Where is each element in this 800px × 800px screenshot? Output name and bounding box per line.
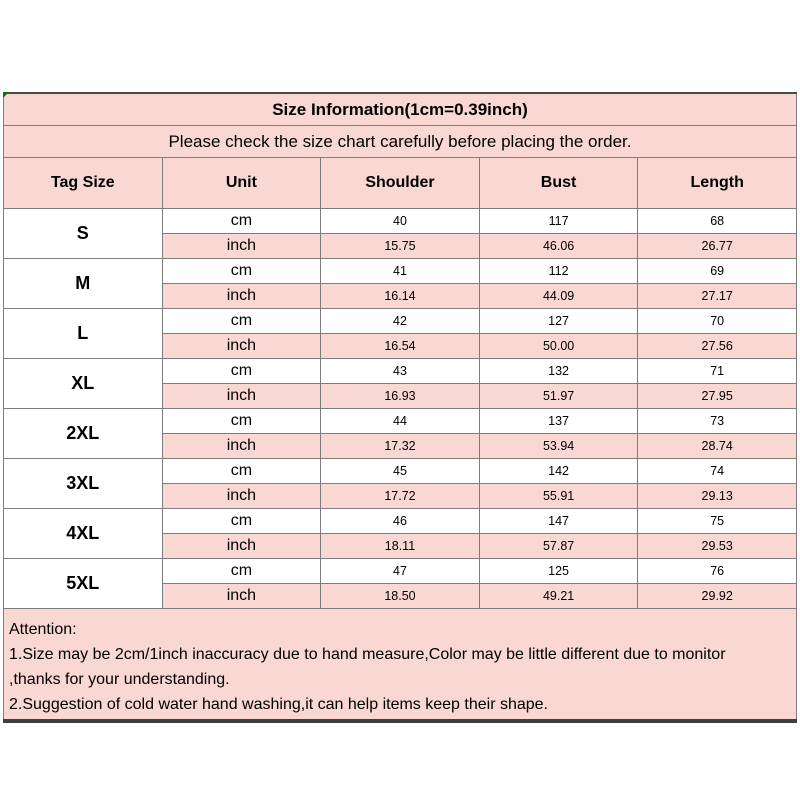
value-cell: 16.14 <box>321 284 480 309</box>
attention-line: ,thanks for your understanding. <box>9 671 230 688</box>
value-cell: 112 <box>479 259 638 284</box>
unit-cell: inch <box>162 384 321 409</box>
unit-cell: inch <box>162 484 321 509</box>
value-cell: 51.97 <box>479 384 638 409</box>
value-cell: 47 <box>321 559 480 584</box>
size-tag-cell: S <box>4 209 163 259</box>
unit-cell: cm <box>162 559 321 584</box>
size-tag-cell: L <box>4 309 163 359</box>
value-cell: 28.74 <box>638 434 797 459</box>
size-row-cm <box>4 259 797 284</box>
value-cell: 27.17 <box>638 284 797 309</box>
attention-line: 1.Size may be 2cm/1inch inaccuracy due to hand measure,Color may be little different due to monitor <box>9 646 726 663</box>
size-row-cm <box>4 409 797 434</box>
value-cell: 17.72 <box>321 484 480 509</box>
table-footer-section <box>4 609 797 722</box>
value-cell: 27.56 <box>638 334 797 359</box>
value-cell: 40 <box>321 209 480 234</box>
unit-cell: cm <box>162 309 321 334</box>
unit-cell: cm <box>162 409 321 434</box>
value-cell: 18.50 <box>321 584 480 609</box>
value-cell: 147 <box>479 509 638 534</box>
size-tag-cell: 5XL <box>4 559 163 609</box>
value-cell: 74 <box>638 459 797 484</box>
table-title: Size Information(1cm=0.39inch) <box>4 93 797 126</box>
column-header-tag-size: Tag Size <box>4 158 163 209</box>
value-cell: 41 <box>321 259 480 284</box>
value-cell: 42 <box>321 309 480 334</box>
value-cell: 16.93 <box>321 384 480 409</box>
value-cell: 50.00 <box>479 334 638 359</box>
attention-block <box>4 609 797 722</box>
unit-cell: inch <box>162 284 321 309</box>
size-row-cm <box>4 359 797 384</box>
value-cell: 26.77 <box>638 234 797 259</box>
column-header-bust: Bust <box>479 158 638 209</box>
value-cell: 55.91 <box>479 484 638 509</box>
value-cell: 29.13 <box>638 484 797 509</box>
attention-row <box>4 609 797 722</box>
value-cell: 137 <box>479 409 638 434</box>
value-cell: 73 <box>638 409 797 434</box>
table-body-section <box>4 209 797 609</box>
size-chart-table <box>3 92 797 723</box>
value-cell: 49.21 <box>479 584 638 609</box>
unit-cell: inch <box>162 534 321 559</box>
size-row-cm <box>4 559 797 584</box>
unit-cell: cm <box>162 459 321 484</box>
unit-cell: cm <box>162 359 321 384</box>
size-tag-cell: 4XL <box>4 509 163 559</box>
size-tag-cell: XL <box>4 359 163 409</box>
green-corner-mark <box>3 92 9 98</box>
size-tag-cell: 2XL <box>4 409 163 459</box>
size-row-cm <box>4 209 797 234</box>
value-cell: 117 <box>479 209 638 234</box>
size-row-cm <box>4 509 797 534</box>
table-subtitle: Please check the size chart carefully before placing the order. <box>4 126 797 158</box>
value-cell: 46.06 <box>479 234 638 259</box>
value-cell: 29.53 <box>638 534 797 559</box>
attention-line: 2.Suggestion of cold water hand washing,it can help items keep their shape. <box>9 696 548 713</box>
value-cell: 29.92 <box>638 584 797 609</box>
value-cell: 142 <box>479 459 638 484</box>
size-tag-cell: 3XL <box>4 459 163 509</box>
size-tag-cell: M <box>4 259 163 309</box>
value-cell: 57.87 <box>479 534 638 559</box>
value-cell: 68 <box>638 209 797 234</box>
value-cell: 27.95 <box>638 384 797 409</box>
unit-cell: inch <box>162 234 321 259</box>
value-cell: 45 <box>321 459 480 484</box>
unit-cell: inch <box>162 434 321 459</box>
subtitle-row <box>4 126 797 158</box>
value-cell: 125 <box>479 559 638 584</box>
value-cell: 76 <box>638 559 797 584</box>
value-cell: 46 <box>321 509 480 534</box>
value-cell: 71 <box>638 359 797 384</box>
unit-cell: inch <box>162 584 321 609</box>
value-cell: 53.94 <box>479 434 638 459</box>
size-row-cm <box>4 459 797 484</box>
title-row <box>4 93 797 126</box>
unit-cell: inch <box>162 334 321 359</box>
unit-cell: cm <box>162 509 321 534</box>
value-cell: 15.75 <box>321 234 480 259</box>
column-header-row <box>4 158 797 209</box>
size-row-cm <box>4 309 797 334</box>
value-cell: 44 <box>321 409 480 434</box>
value-cell: 127 <box>479 309 638 334</box>
table-header-section <box>4 93 797 209</box>
unit-cell: cm <box>162 259 321 284</box>
value-cell: 43 <box>321 359 480 384</box>
value-cell: 69 <box>638 259 797 284</box>
value-cell: 17.32 <box>321 434 480 459</box>
column-header-unit: Unit <box>162 158 321 209</box>
value-cell: 70 <box>638 309 797 334</box>
value-cell: 132 <box>479 359 638 384</box>
attention-heading: Attention: <box>9 621 77 638</box>
value-cell: 75 <box>638 509 797 534</box>
unit-cell: cm <box>162 209 321 234</box>
value-cell: 16.54 <box>321 334 480 359</box>
column-header-shoulder: Shoulder <box>321 158 480 209</box>
value-cell: 44.09 <box>479 284 638 309</box>
column-header-length: Length <box>638 158 797 209</box>
value-cell: 18.11 <box>321 534 480 559</box>
